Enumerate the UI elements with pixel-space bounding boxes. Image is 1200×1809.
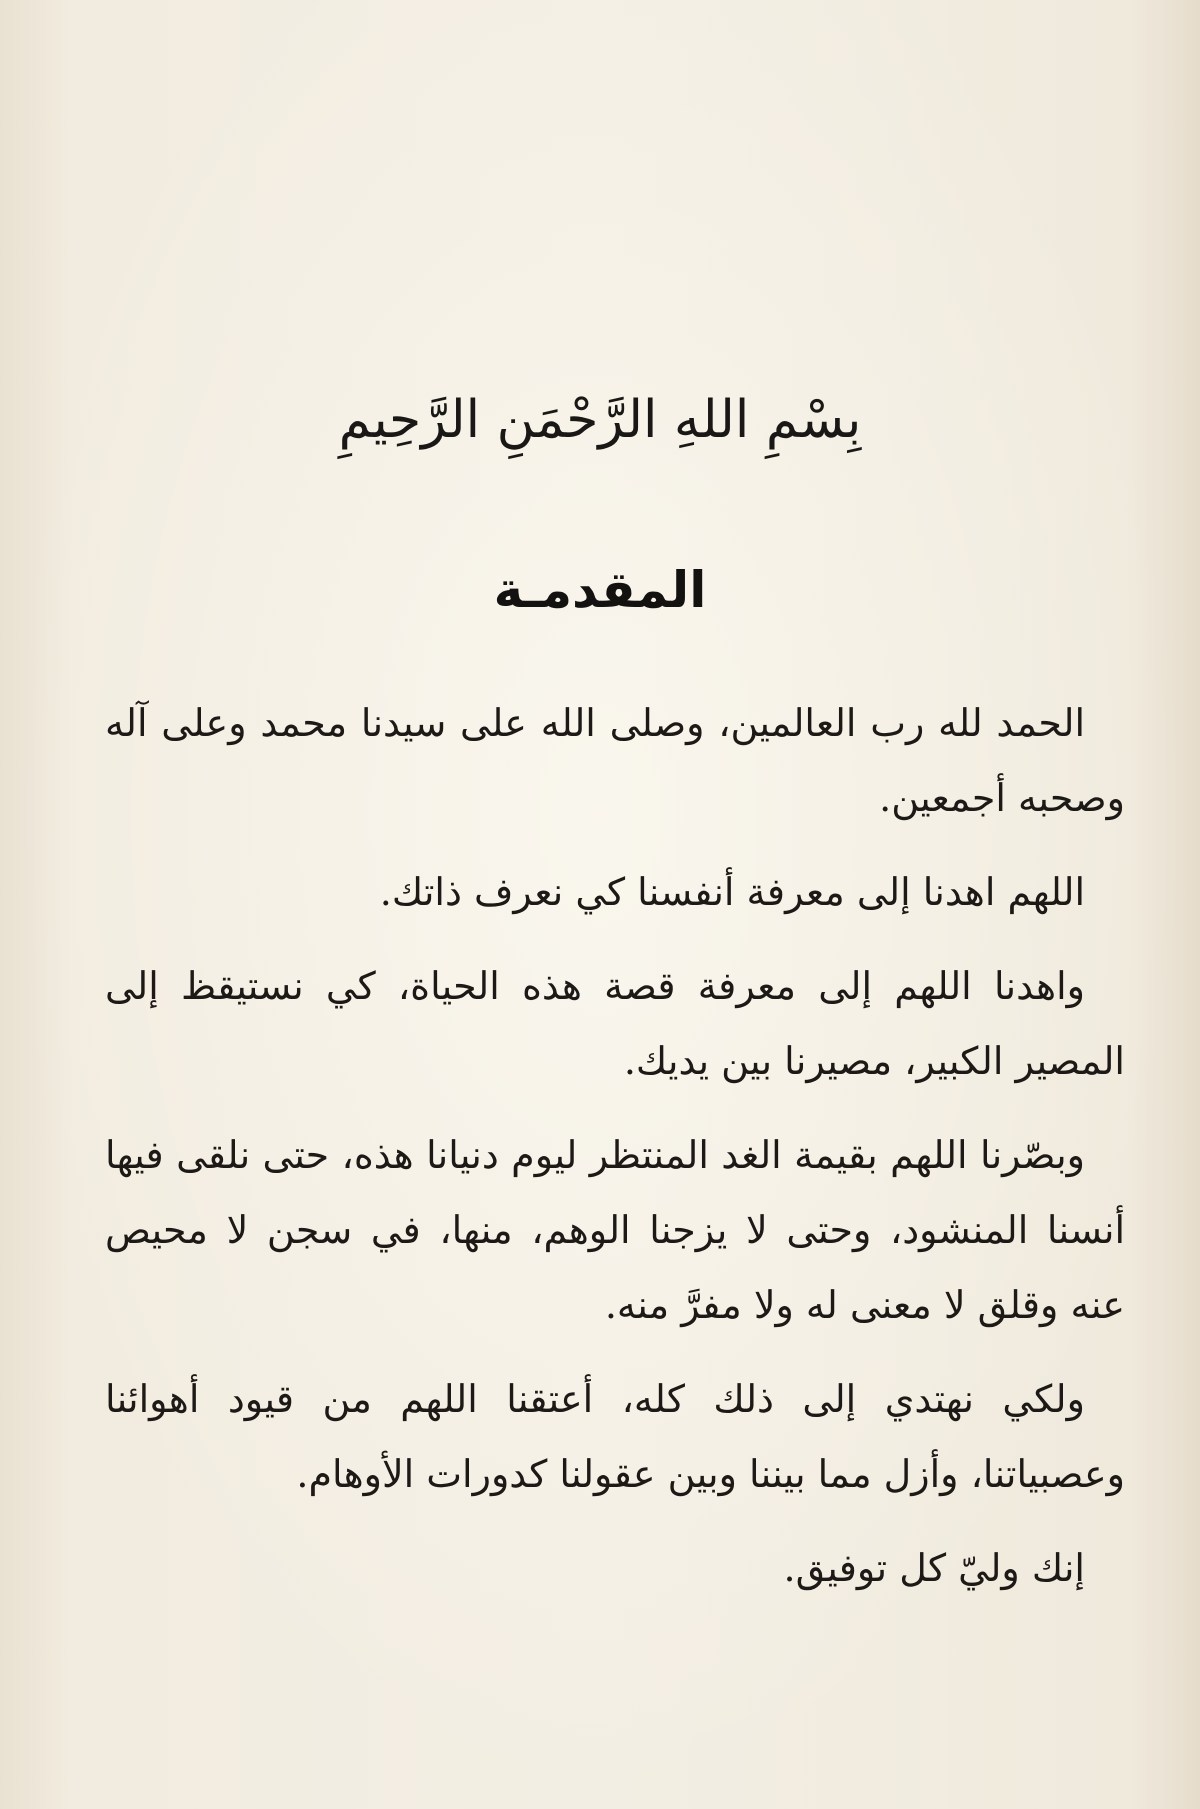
introduction-text xyxy=(105,686,1125,1625)
paragraph: واهدنا اللهم إلى معرفة قصة هذه الحياة، كي نستيقظ إلى المصير الكبير، مصيرنا بين يديك. xyxy=(105,964,1125,1083)
basmala: بِسْمِ اللهِ الرَّحْمَنِ الرَّحِيمِ xyxy=(338,390,862,450)
paragraph: اللهم اهدنا إلى معرفة أنفسنا كي نعرف ذاتك. xyxy=(379,870,1085,914)
paragraph: وبصّرنا اللهم بقيمة الغد المنتظر ليوم دنيانا هذه، حتى نلقى فيها أنسنا المنشود، وحتى لا يزجنا الوهم، منها، في سجن لا محيص عنه وقلق لا معنى له ولا مفرَّ منه. xyxy=(105,1133,1125,1327)
paragraph: ولكي نهتدي إلى ذلك كله، أعتقنا اللهم من قيود أهوائنا وعصبياتنا، وأزل مما بيننا وبين عقولنا كدورات الأوهام. xyxy=(105,1377,1125,1496)
paragraph: إنك وليّ كل توفيق. xyxy=(783,1546,1085,1590)
page-title: المقدمـة xyxy=(493,561,707,619)
paragraph: الحمد لله رب العالمين، وصلى الله على سيدنا محمد وعلى آله وصحبه أجمعين. xyxy=(105,701,1125,820)
